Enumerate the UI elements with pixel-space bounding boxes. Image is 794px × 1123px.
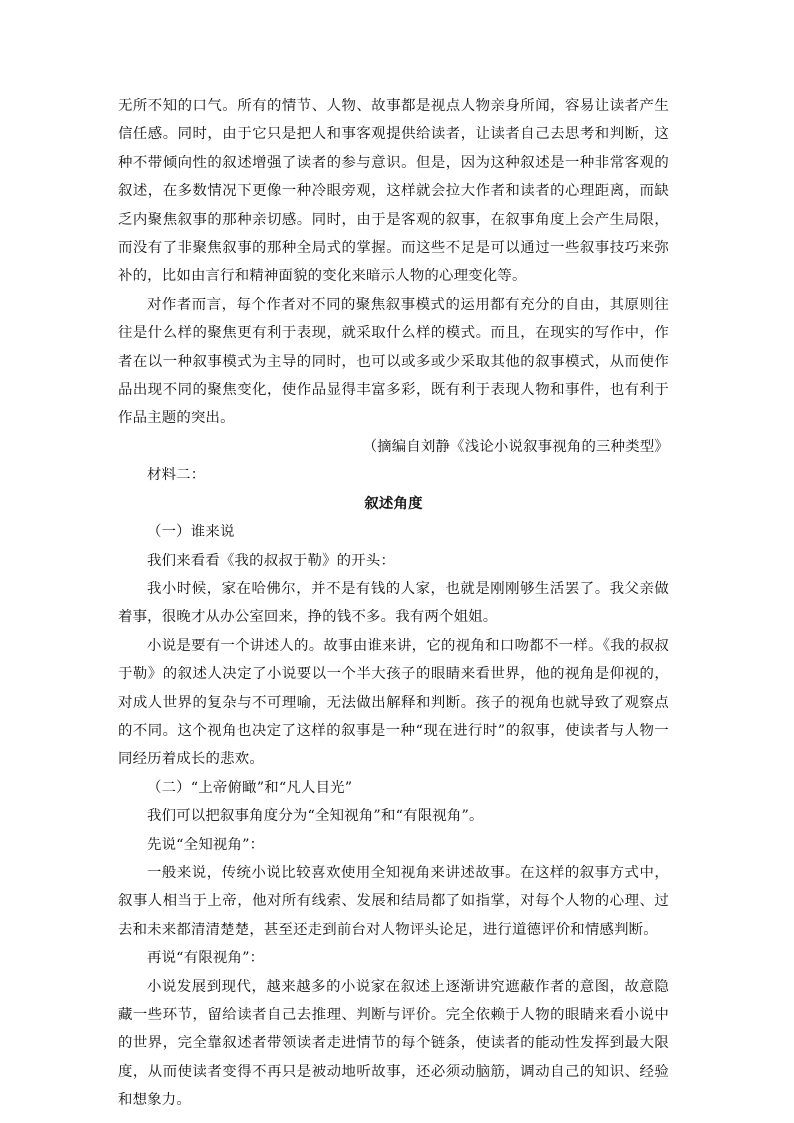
material-two-label: 材料二： xyxy=(147,467,206,484)
subheading-who-tells: （一）谁来说 xyxy=(147,524,235,541)
paragraph-limited-label: 再说“有限视角”： xyxy=(147,950,265,967)
paragraph-omniscient: 一般来说，传统小说比较喜欢使用全知视角来讲述故事。在这样的叙事方式中，叙事人相当于上帝，他对所有线索、发展和结局都了如指掌，对每个人物的心理、过去和未来都清清楚楚，甚至还走到前台对人物评头论足，进行道德评价和情感判断。 xyxy=(118,864,669,938)
paragraph-limited: 小说发展到现代，越来越多的小说家在叙述上逐渐讲究遮蔽作者的意图，故意隐藏一些环节，留给读者自己去推理、判断与评价。完全依赖于人物的眼睛来看小说中的世界，完全靠叙述者带领读者走进情节的每个链条，使读者的能动性发挥到最大限度，从而使读者变得不再只是被动地听故事，还必须动脑筋，调动自己的知识、经验和想象力。 xyxy=(118,978,669,1109)
document-page xyxy=(118,92,669,1115)
paragraph-omniscient-label: 先说“全知视角”： xyxy=(147,836,265,853)
paragraph-narrator-analysis: 小说是要有一个讲述人的。故事由谁来讲，它的视角和口吻都不一样。《我的叔叔于勒》的叙述人决定了小说要以一个半大孩子的眼睛来看世界，他的视角是仰视的，对成人世界的复杂与不可理喻，无法做出解释和判断。孩子的视角也就导致了观察点的不同。这个视角也决定了这样的叙事是一种“现在进行时”的叙事，使读者与人物一同经历着成长的悲欢。 xyxy=(118,637,669,768)
subheading-perspectives: （二）“上帝俯瞰”和“凡人目光” xyxy=(147,779,353,796)
section-title: 叙述角度 xyxy=(364,494,423,512)
paragraph-intro-example: 我们来看看《我的叔叔于勒》的开头： xyxy=(147,552,396,569)
paragraph-author-freedom: 对作者而言，每个作者对不同的聚焦叙事模式的运用都有充分的自由，其原则往往是什么样的聚焦更有利于表现，就采取什么样的模式。而且，在现实的写作中，作者在以一种叙事模式为主导的同时，也可以或多或少采取其他的叙事模式，从而使作品出现不同的聚焦变化，使作品显得丰富多彩，既有利于表现人物和事件，也有利于作品主题的突出。 xyxy=(118,296,669,427)
source-citation: （摘编自刘静《浅论小说叙事视角的三种类型》 xyxy=(362,438,669,455)
paragraph-narration-limits: 无所不知的口气。所有的情节、人物、故事都是视点人物亲身所闻，容易让读者产生信任感。同时，由于它只是把人和事客观提供给读者，让读者自己去思考和判断，这种不带倾向性的叙述增强了读者的参与意识。但是，因为这种叙述是一种非常客观的叙述，在多数情况下更像一种冷眼旁观，这样就会拉大作者和读者的心理距离，而缺乏内聚焦叙事的那种亲切感。同时，由于是客观的叙事，在叙事角度上会产生局限，而没有了非聚焦叙事的那种全局式的掌握。而这些不足是可以通过一些叙事技巧来弥补的，比如由言行和精神面貌的变化来暗示人物的心理变化等。 xyxy=(118,98,669,285)
paragraph-two-views: 我们可以把叙事角度分为“全知视角”和“有限视角”。 xyxy=(147,808,484,825)
paragraph-quote: 我小时候，家在哈佛尔，并不是有钱的人家，也就是刚刚够生活罢了。我父亲做着事，很晚才从办公室回来，挣的钱不多。我有两个姐姐。 xyxy=(118,580,669,626)
